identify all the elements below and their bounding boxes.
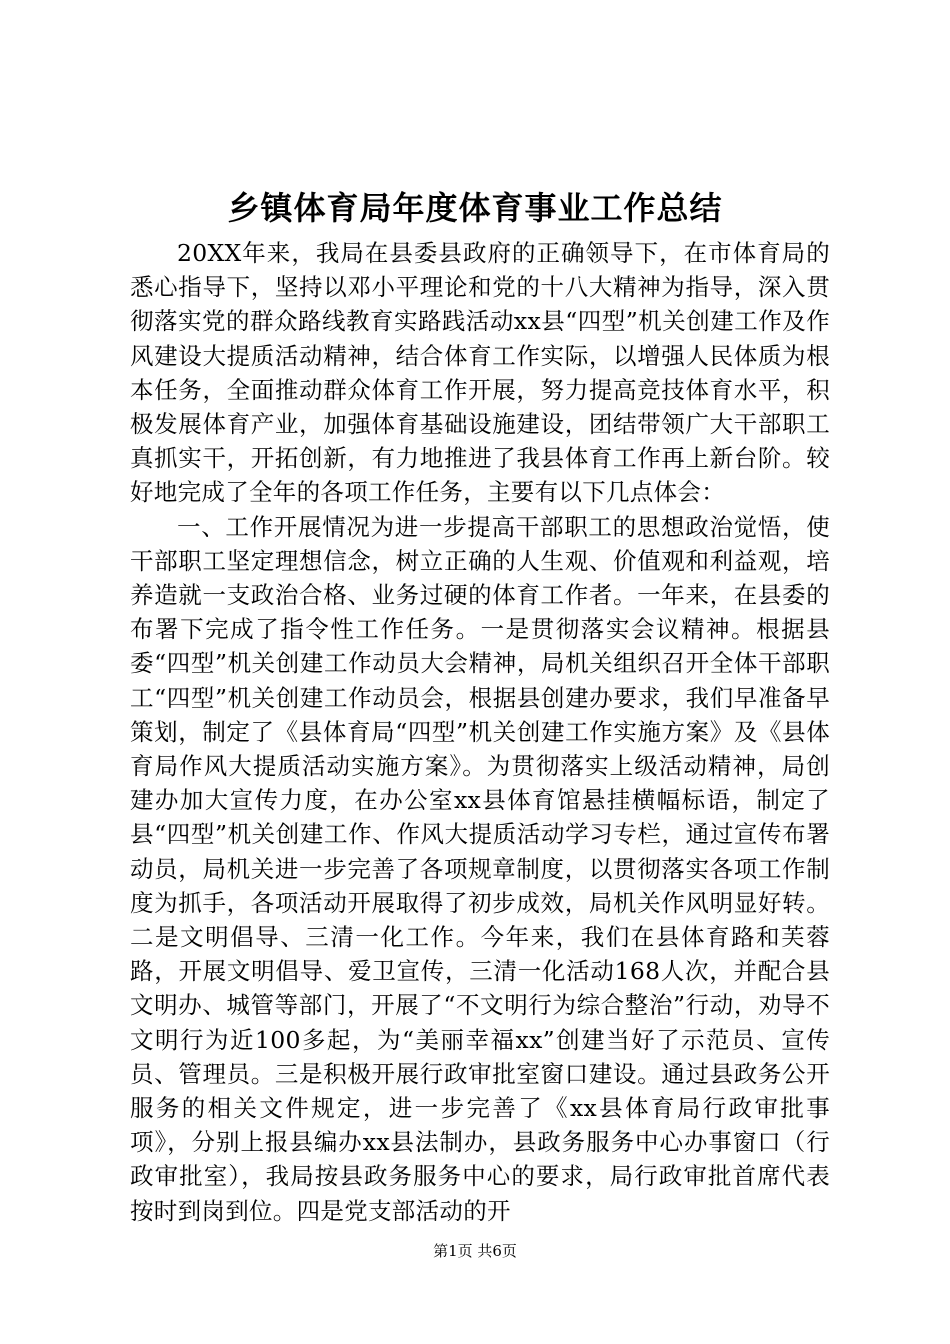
page-footer: 第1页 共6页: [433, 1242, 517, 1260]
document-title: 乡镇体育局年度体育事业工作总结: [227, 189, 723, 227]
paragraph-work-status: 一、工作开展情况为进一步提高干部职工的思想政治觉悟，使干部职工坚定理想信念，树立正确的人生观、价值观和利益观，培养造就一支政治合格、业务过硬的体育工作者。一年来，在县委的布署下完成了指令性工作任务。一是贯彻落实会议精神。根据县委“四型”机关创建工作动员大会精神，局机关组织召开全体干部职工“四型”机关创建工作动员会，根据县创建办要求，我们早准备早策划，制定了《县体育局“四型”机关创建工作实施方案》及《县体育局作风大提质活动实施方案》。为贯彻落实上级活动精神，局创建办加大宣传力度，在办公室xx县体育馆悬挂横幅标语，制定了县“四型”机关创建工作、作风大提质活动学习专栏，通过宣传布署动员，局机关进一步完善了各项规章制度，以贯彻落实各项工作制度为抓手，各项活动开展取得了初步成效，局机关作风明显好转。二是文明倡导、三清一化工作。今年来，我们在县体育路和芙蓉路，开展文明倡导、爱卫宣传，三清一化活动168人次，并配合县文明办、城管等部门，开展了“不文明行为综合整治”行动，劝导不文明行为近100多起，为“美丽幸福xx”创建当好了示范员、宣传员、管理员。三是积极开展行政审批室窗口建设。通过县政务公开服务的相关文件规定，进一步完善了《xx县体育局行政审批事项》，分别上报县编办xx县法制办，县政务服务中心办事窗口（行政审批室），我局按县政务服务中心的要求，局行政审批首席代表按时到岗到位。四是党支部活动的开: [130, 512, 830, 1225]
document-body: [130, 236, 830, 1228]
paragraph-intro: 20XX年来，我局在县委县政府的正确领导下，在市体育局的悉心指导下，坚持以邓小平理论和党的十八大精神为指导，深入贯彻落实党的群众路线教育实路践活动xx县“四型”机关创建工作及作风建设大提质活动精神，结合体育工作实际，以增强人民体质为根本任务，全面推动群众体育工作开展，努力提高竞技体育水平，积极发展体育产业，加强体育基础设施建设，团结带领广大干部职工真抓实干，开拓创新，有力地推进了我县体育工作再上新台阶。较好地完成了全年的各项工作任务，主要有以下几点体会：: [130, 239, 830, 507]
